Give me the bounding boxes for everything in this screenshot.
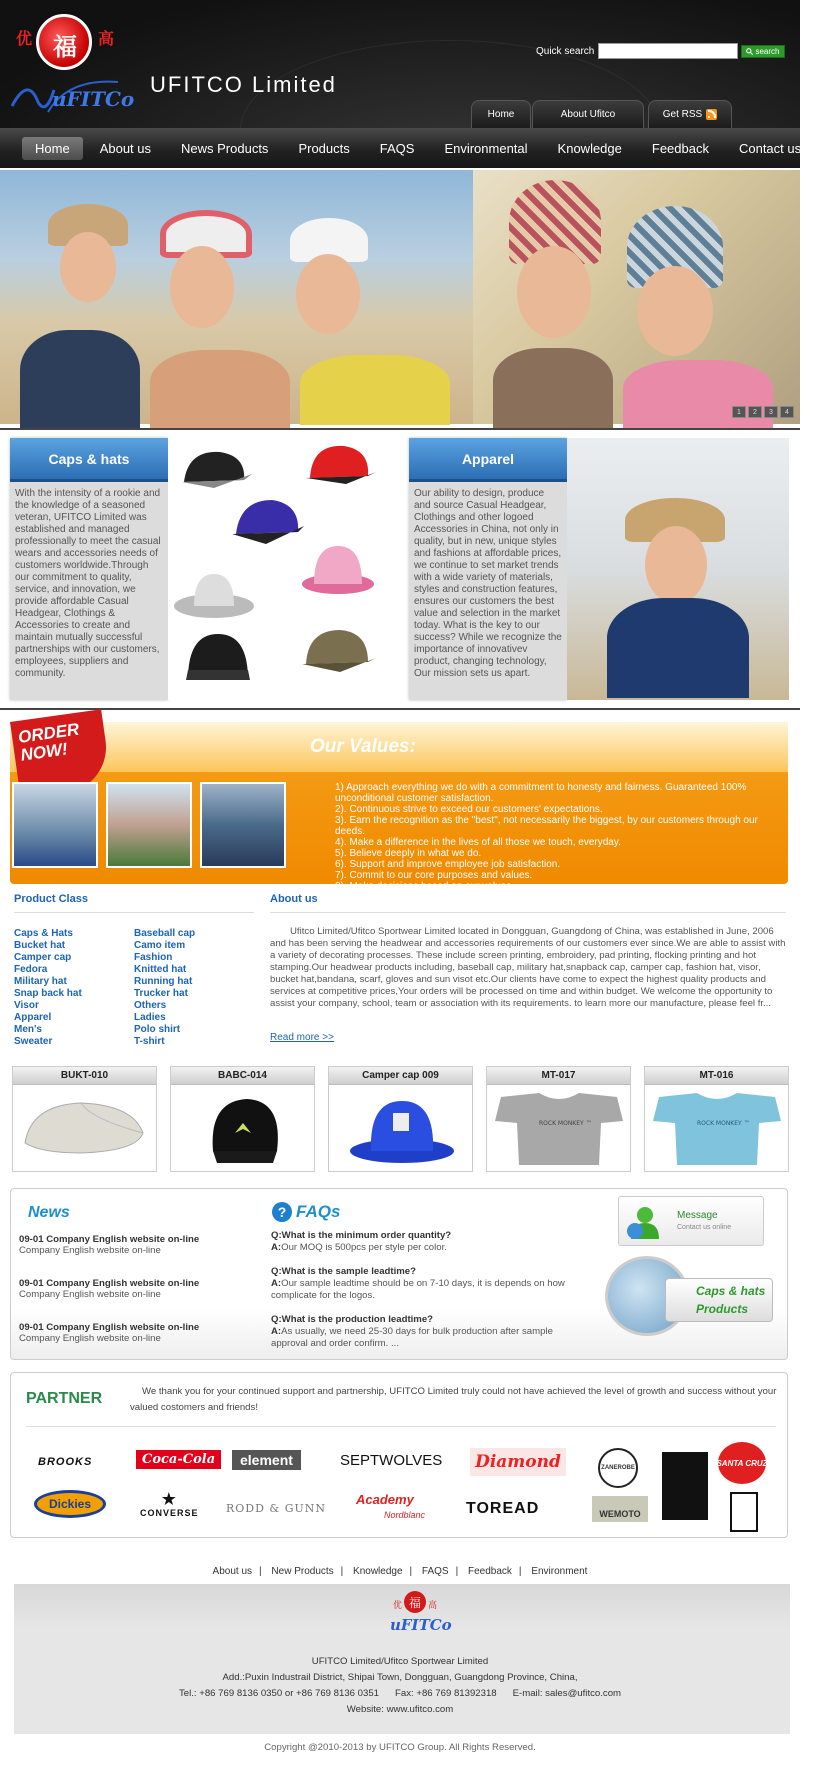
product-card[interactable] — [170, 1066, 315, 1172]
camo-cap-illustration — [296, 622, 378, 678]
beanie-illustration — [176, 630, 258, 686]
nav-about-us[interactable]: About us — [99, 140, 152, 156]
divider — [270, 912, 786, 913]
faq-question: Q:What is the minimum order quantity? — [271, 1230, 452, 1241]
values-banner — [10, 719, 788, 892]
caps-panel-text: With the intensity of a rookie and the knowledge of a seasoned veteran, UFITCO Limited was established and managed professionally to meet the casual wears and accessories needs of customers worldwide.Through our commitment to quality, service, and innovation, we provide affordable Casual Headgear, Clothings & Accessories to create and maintain mutually successful partnerships with our customers, employees, suppliers and community. — [10, 482, 168, 700]
nav-knowledge[interactable]: Knowledge — [557, 140, 622, 156]
banner-photo-beach — [0, 170, 473, 424]
product-class-title: Product Class — [14, 893, 88, 905]
question-icon: ? — [272, 1202, 292, 1222]
nav-contact-us[interactable]: Contact us — [738, 140, 802, 156]
product-name: BABC-014 — [171, 1067, 314, 1085]
order-badge-line2: NOW! — [19, 739, 69, 765]
news-item-desc: Company English website on-line — [19, 1289, 161, 1300]
partner-text: We thank you for your continued support and partnership, UFITCO Limited truly could not have achieved the level of growth and success without your valued costomers and friends! — [130, 1386, 777, 1413]
footer-contact — [0, 1688, 800, 1699]
logo-seal[interactable] — [36, 14, 92, 70]
product-card[interactable] — [12, 1066, 157, 1172]
caps-panel — [10, 438, 168, 700]
brand-logo-figure[interactable] — [730, 1492, 758, 1532]
news-item[interactable] — [19, 1234, 259, 1256]
order-badge-line1: ORDER — [16, 719, 81, 747]
message-title: Message — [677, 1210, 718, 1221]
footer-tel: Tel.: +86 769 8136 0350 or +86 769 8136 0351 — [178, 1688, 380, 1699]
news-item-desc: Company English website on-line — [19, 1333, 161, 1344]
camper-cap-image — [347, 1089, 457, 1171]
tshirt-image — [651, 1091, 783, 1169]
faq-question: Q:What is the sample leadtime? — [271, 1266, 417, 1277]
brand-logo-wemoto[interactable]: WEMOTO — [592, 1496, 648, 1522]
nav-products[interactable]: Products — [298, 140, 350, 156]
value-item: 5). Believe deeply in what we do. — [335, 848, 482, 859]
search-button-label: search — [755, 47, 780, 56]
logo-wordmark[interactable] — [8, 68, 135, 118]
news-item-title: 09-01 Company English website on-line — [19, 1278, 200, 1289]
brand-logo-converse[interactable] — [140, 1490, 199, 1518]
footer-link-about[interactable]: About us — [212, 1566, 253, 1577]
apparel-panel-text: Our ability to design, produce and source Casual Headgear, Clothings and other logoed Accessories in China, not only in quality, but in new, unique styles and fashions at affordable prices, we continue to set market trends with a wide variety of materials, styles and construction features, ensures our customers the best value and selection in the market today. What is the key to our success? While we recognize the importance of innovativev product, changing technology, Our mission sets us apart. — [409, 482, 567, 700]
apparel-panel — [409, 438, 567, 700]
flat-cap-image — [21, 1089, 149, 1169]
brand-logo-zanerobe[interactable]: ZANEROBE — [598, 1448, 638, 1488]
cap-illustration — [296, 438, 378, 494]
nav-news-products[interactable]: News Products — [181, 140, 269, 156]
footer-website-link[interactable]: www.ufitco.com — [386, 1704, 454, 1715]
brand-logo-cocacola[interactable]: Coca-Cola — [136, 1450, 221, 1469]
faq-answer: Our sample leadtime should be on 7-10 days, it is depends on how complicate for the logos. — [271, 1278, 565, 1301]
bucket-hat-illustration — [296, 540, 378, 596]
product-class-link[interactable]: Ladies — [134, 1012, 166, 1023]
category-section — [0, 428, 800, 710]
value-item: 8). Make decisions based on our values. — [335, 881, 514, 892]
toptab-rss-label: Get RSS — [662, 109, 703, 120]
faq-question: Q:What is the production leadtime? — [271, 1314, 434, 1325]
search-input[interactable] — [598, 43, 738, 59]
brand-logo-roddgunn[interactable]: RODD & GUNN — [226, 1502, 327, 1515]
logo-char-center: 福 — [53, 32, 77, 61]
product-class-link[interactable]: Apparel — [14, 1012, 52, 1023]
site-title: UFITCO Limited — [150, 72, 337, 97]
faq-answer-prefix: A: — [271, 1242, 282, 1253]
product-class-link[interactable]: Trucker hat — [134, 988, 188, 999]
slide-pagination — [732, 406, 794, 418]
brand-logo-element[interactable]: element — [232, 1450, 301, 1470]
footer-link-environment[interactable]: Environment — [531, 1566, 588, 1577]
brand-logo-nordblanc[interactable]: Nordblanc — [384, 1510, 426, 1520]
svg-text:优: 优 — [393, 1601, 403, 1611]
cowboy-hat-illustration — [172, 566, 254, 622]
footer-fax: Fax: +86 769 81392318 — [395, 1688, 497, 1699]
footer-email-label: E-mail: — [512, 1688, 543, 1699]
faqs-title: FAQs — [296, 1202, 341, 1221]
product-class-link[interactable]: Fashion — [134, 952, 173, 963]
faqs-heading — [272, 1202, 340, 1222]
footer-address: Add.:Puxin Industrail District, Shipai Town, Dongguan, Guangdong Province, China, — [222, 1672, 578, 1683]
brand-logo-toread[interactable]: TOREAD — [466, 1500, 540, 1517]
value-item: 7). Commit to our core purposes and values. — [335, 870, 533, 881]
value-item: 2). Continuous strive to exceed our customers' expectations. — [335, 804, 603, 815]
site-header — [0, 0, 800, 128]
star-icon: ★ — [160, 1489, 178, 1509]
product-card[interactable] — [644, 1066, 789, 1172]
value-item: 3). Earn the recognition as the "best", not necessarily the biggest, by our customers through our deeds. — [335, 815, 758, 837]
product-class-link[interactable]: Military hat — [14, 976, 67, 987]
footer-website — [0, 1704, 800, 1715]
toptab-rss[interactable] — [648, 100, 732, 128]
svg-text:uFITCo: uFITCo — [52, 87, 135, 111]
apparel-panel-title[interactable]: Apparel — [409, 438, 567, 482]
toptab-about-label: About Ufitco — [560, 109, 616, 120]
search-button[interactable] — [741, 45, 785, 58]
value-item: 6). Support and improve employee job satisfaction. — [335, 859, 561, 870]
nav-faqs[interactable]: FAQS — [379, 140, 415, 156]
toptab-about[interactable] — [532, 100, 644, 128]
about-title: About us — [270, 893, 318, 905]
svg-text:福: 福 — [409, 1596, 422, 1610]
user-message-icon — [625, 1203, 663, 1241]
read-more-link[interactable]: Read more >> — [270, 1032, 334, 1043]
nav-environmental[interactable]: Environmental — [444, 140, 528, 156]
faq-answer: Our MOQ is 500pcs per style per color. — [281, 1242, 447, 1253]
product-class-link[interactable]: Polo shirt — [134, 1024, 181, 1035]
news-item[interactable] — [19, 1322, 259, 1344]
faq-item[interactable] — [271, 1230, 591, 1254]
toptab-home-label: Home — [487, 109, 515, 120]
footer-company: UFITCO Limited/Ufitco Sportwear Limited — [311, 1656, 489, 1667]
product-class-link[interactable]: Others — [134, 1000, 167, 1011]
news-item[interactable] — [19, 1278, 259, 1300]
message-button[interactable] — [618, 1196, 764, 1246]
product-class-link[interactable]: Baseball cap — [134, 928, 196, 939]
svg-text:uFITCo: uFITCo — [390, 1616, 452, 1634]
footer-website-label: Website: — [346, 1704, 384, 1715]
search-icon — [746, 48, 753, 55]
news-item-title: 09-01 Company English website on-line — [19, 1234, 200, 1245]
caps-products-promo[interactable] — [605, 1256, 773, 1336]
faq-answer-prefix: A: — [271, 1278, 282, 1289]
nav-home[interactable]: Home — [22, 137, 83, 160]
workshop-photo — [200, 782, 286, 868]
product-class-link[interactable]: Camper cap — [14, 952, 72, 963]
svg-text:ROCK MONKEY ™: ROCK MONKEY ™ — [539, 1120, 592, 1127]
footer-links: About us | New Products | Knowledge | FAQS | Feedback | Environment — [212, 1566, 588, 1577]
logo-char-left: 优 — [16, 29, 33, 48]
product-class-link[interactable]: Sweater — [14, 1036, 53, 1047]
promo-line1: Caps & hats — [696, 1284, 766, 1298]
values-list — [335, 782, 783, 892]
product-class-link[interactable]: Knitted hat — [134, 964, 187, 975]
factory-photo — [12, 782, 98, 868]
product-class-link[interactable]: T-shirt — [134, 1036, 165, 1047]
news-item-desc: Company English website on-line — [19, 1245, 161, 1256]
product-name: MT-016 — [645, 1067, 788, 1085]
brand-logo-santacruz[interactable]: SANTA CRUZ — [718, 1442, 766, 1484]
promo-label — [665, 1278, 773, 1322]
footer-email-link[interactable]: sales@ufitco.com — [545, 1688, 622, 1699]
slide-dot-1[interactable]: 1 — [732, 406, 746, 418]
product-class-link[interactable]: Snap back hat — [14, 988, 82, 999]
value-item: 4). Make a difference in the lives of all those we touch, everyday. — [335, 837, 621, 848]
partner-title: PARTNER — [26, 1390, 103, 1407]
rss-icon — [706, 109, 717, 120]
product-class-link[interactable]: Caps & Hats — [14, 928, 73, 939]
product-class-link[interactable]: Men's — [14, 1024, 42, 1035]
faq-item[interactable] — [271, 1314, 591, 1350]
slide-dot-4[interactable]: 4 — [780, 406, 794, 418]
product-class-link[interactable]: Camo item — [134, 940, 186, 951]
brand-logo-diamond[interactable]: Diamond — [470, 1448, 566, 1476]
copyright: Copyright @2010-2013 by UFITCO Group. All Rights Reserved. — [264, 1742, 536, 1753]
promo-line2: Products — [696, 1302, 749, 1316]
slide-dot-2[interactable]: 2 — [748, 406, 762, 418]
baseball-cap-image — [191, 1089, 295, 1171]
banner-photo-winter — [473, 170, 800, 424]
product-class-link[interactable]: Fedora — [14, 964, 48, 975]
faq-answer-prefix: A: — [271, 1326, 282, 1337]
nav-feedback[interactable]: Feedback — [651, 140, 709, 156]
divider — [26, 1426, 776, 1427]
footer-logo[interactable] — [380, 1588, 450, 1636]
tshirt-image — [493, 1091, 625, 1169]
brand-logo-dickies[interactable]: Dickies — [34, 1490, 106, 1518]
cap-illustration — [174, 444, 256, 500]
product-name: BUKT-010 — [13, 1067, 156, 1085]
building-photo — [106, 782, 192, 868]
brand-logo-academy[interactable]: Academy — [356, 1492, 414, 1507]
brand-converse-label: CONVERSE — [140, 1508, 199, 1518]
about-text: Ufitco Limited/Ufitco Sportwear Limited located in Dongguan, Guangdong of China, was established in June, 2006 and has been serving the headwear and accessories requirements of our customers ever since.We are able to assist with a variety of decorating processes. These include screen printing, embroidery, pad printing, flocking printing and hot stamping.Our headwear products including, baseball cap, military hat,snapback cap, camper cap, fashion hat, visor, bucket hat,bandana, scarf, gloves and sun visot etc.Our clients have come to expect the highest quality products and services at competitive prices,Your orders will be processed on time and within budget. We welcome the opportunity to assist your company, school, team or association with its requirements. to learn more our manufacture, please feel fr... — [270, 926, 786, 1009]
search-label: Quick search — [536, 46, 595, 57]
news-title: News — [28, 1204, 70, 1221]
divider — [14, 912, 254, 913]
product-name: MT-017 — [487, 1067, 630, 1085]
brand-logo-brooks[interactable]: BROOKS — [38, 1456, 93, 1468]
main-nav — [0, 128, 800, 168]
product-card[interactable] — [328, 1066, 473, 1172]
hero-banner[interactable] — [0, 170, 800, 424]
brand-logo-septwolves[interactable]: SEPTWOLVES — [340, 1452, 443, 1469]
values-title: Our Values: — [310, 736, 416, 757]
product-class-link[interactable]: Running hat — [134, 976, 193, 987]
caps-collage[interactable] — [168, 438, 408, 700]
footer-link-new-products[interactable]: New Products — [271, 1566, 334, 1577]
footer-link-faqs[interactable]: FAQS — [421, 1566, 449, 1577]
toptab-home[interactable] — [471, 100, 531, 128]
footer-link-knowledge[interactable]: Knowledge — [353, 1566, 403, 1577]
product-class-link[interactable]: Bucket hat — [14, 940, 66, 951]
svg-text:ROCK MONKEY ™: ROCK MONKEY ™ — [697, 1120, 750, 1127]
footer-link-feedback[interactable]: Feedback — [468, 1566, 512, 1577]
svg-text:高: 高 — [428, 1601, 438, 1611]
product-card[interactable] — [486, 1066, 631, 1172]
logo-char-right: 高 — [98, 29, 115, 48]
faq-answer: As usually, we need 25-30 days for bulk production after sample approval and order confirm. ... — [271, 1326, 553, 1349]
product-class-link[interactable]: Visor — [14, 1000, 39, 1011]
brand-logo-emblem[interactable] — [662, 1452, 708, 1520]
slide-dot-3[interactable]: 3 — [764, 406, 778, 418]
product-name: Camper cap 009 — [329, 1067, 472, 1085]
message-subtitle: Contact us online — [677, 1224, 732, 1231]
apparel-photo[interactable] — [567, 438, 789, 700]
news-item-title: 09-01 Company English website on-line — [19, 1322, 200, 1333]
caps-panel-title[interactable]: Caps & hats — [10, 438, 168, 482]
value-item: 1) Approach everything we do with a commitment to honesty and fairness. Guaranteed 100% unconditional customer satisfaction. — [335, 782, 747, 804]
faq-item[interactable] — [271, 1266, 591, 1302]
